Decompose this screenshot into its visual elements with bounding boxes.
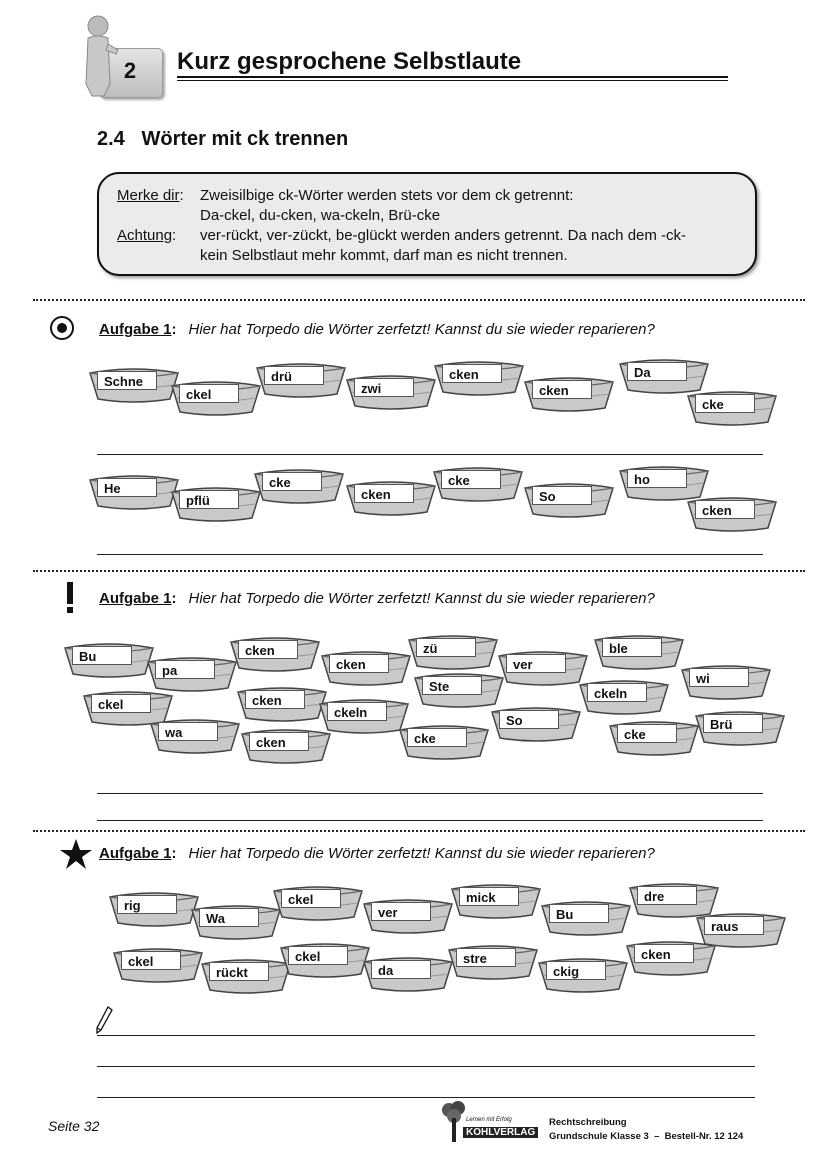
- syllable-basin[interactable]: [432, 464, 520, 502]
- footer-order-info: Grundschule Klasse 3 – Bestell-Nr. 12 124: [549, 1131, 744, 1142]
- syllable-card: zwi: [354, 378, 414, 397]
- syllable-card: cken: [238, 640, 298, 659]
- syllable-card: ho: [627, 469, 687, 488]
- page-number: Seite 32: [48, 1118, 100, 1134]
- syllable-basin[interactable]: [686, 494, 774, 532]
- syllable-basin[interactable]: [625, 938, 713, 976]
- syllable-basin[interactable]: [362, 954, 450, 992]
- syllable-card: So: [499, 710, 559, 729]
- syllable-card: Bu: [549, 904, 609, 923]
- syllable-card: ckel: [281, 889, 341, 908]
- syllable-card: ckeln: [587, 683, 647, 702]
- syllable-card: dre: [637, 886, 697, 905]
- syllable-card: So: [532, 486, 592, 505]
- syllable-basin[interactable]: [413, 670, 501, 708]
- section-divider: [33, 830, 805, 832]
- syllable-card: ckel: [179, 384, 239, 403]
- syllable-card: cken: [532, 380, 592, 399]
- syllable-card: wi: [689, 668, 749, 687]
- section-divider: [33, 570, 805, 572]
- syllable-card: Wa: [199, 908, 259, 927]
- task-3-heading: Aufgabe 1: Hier hat Torpedo die Wörter zerfetzt! Kannst du sie wieder reparieren?: [99, 845, 655, 862]
- syllable-card: cken: [442, 364, 502, 383]
- syllable-basin[interactable]: [272, 883, 360, 921]
- syllable-basin[interactable]: [497, 648, 585, 686]
- merke-text-1b: Da-ckel, du-cken, wa-ckeln, Brü-cke: [200, 207, 441, 224]
- publisher-logo: KOHLVERLAG: [463, 1127, 538, 1138]
- syllable-card: Brü: [703, 714, 763, 733]
- syllable-card: ckel: [91, 694, 151, 713]
- syllable-basin[interactable]: [694, 708, 782, 746]
- syllable-card: cken: [634, 944, 694, 963]
- answer-line[interactable]: [97, 793, 763, 794]
- syllable-basin[interactable]: [320, 648, 408, 686]
- syllable-basin[interactable]: [407, 632, 495, 670]
- syllable-basin[interactable]: [433, 358, 521, 396]
- syllable-basin[interactable]: [240, 726, 328, 764]
- syllable-card: zü: [416, 638, 476, 657]
- syllable-card: da: [371, 960, 431, 979]
- syllable-card: cke: [617, 724, 677, 743]
- merke-label: Merke dir:: [117, 187, 184, 204]
- target-icon: [49, 315, 75, 341]
- syllable-card: rig: [117, 895, 177, 914]
- syllable-basin[interactable]: [229, 634, 317, 672]
- syllable-card: cke: [441, 470, 501, 489]
- answer-line[interactable]: [97, 454, 763, 455]
- syllable-basin[interactable]: [279, 940, 367, 978]
- syllable-card: mick: [459, 887, 519, 906]
- syllable-basin[interactable]: [608, 718, 696, 756]
- merke-text-1: Zweisilbige ck-Wörter werden stets vor dem ck getrennt:: [200, 187, 574, 204]
- syllable-basin[interactable]: [170, 484, 258, 522]
- syllable-card: cken: [245, 690, 305, 709]
- syllable-basin[interactable]: [190, 902, 278, 940]
- answer-line[interactable]: [97, 1097, 755, 1098]
- syllable-basin[interactable]: [345, 478, 433, 516]
- title-rule: [177, 76, 728, 78]
- syllable-basin[interactable]: [200, 956, 288, 994]
- syllable-basin[interactable]: [593, 632, 681, 670]
- syllable-card: ble: [602, 638, 662, 657]
- syllable-basin[interactable]: [108, 889, 196, 927]
- syllable-basin[interactable]: [255, 360, 343, 398]
- syllable-card: He: [97, 478, 157, 497]
- syllable-basin[interactable]: [680, 662, 768, 700]
- syllable-card: cke: [407, 728, 467, 747]
- pencil-icon: [95, 1006, 113, 1034]
- section-title: 2.4 Wörter mit ck trennen: [97, 128, 349, 150]
- syllable-basin[interactable]: [88, 472, 176, 510]
- achtung-label: Achtung:: [117, 227, 177, 244]
- syllable-card: Schne: [97, 371, 157, 390]
- achtung-text-1: ver-rückt, ver-zückt, be-glückt werden anders getrennt. Da nach dem -ck-: [200, 227, 687, 244]
- syllable-card: cke: [695, 394, 755, 413]
- syllable-card: Ste: [422, 676, 482, 695]
- syllable-card: cken: [249, 732, 309, 751]
- syllable-card: ckig: [546, 961, 606, 980]
- syllable-basin[interactable]: [146, 654, 234, 692]
- syllable-card: wa: [158, 722, 218, 741]
- syllable-card: stre: [456, 948, 516, 967]
- syllable-basin[interactable]: [450, 881, 538, 919]
- syllable-card: rückt: [209, 962, 269, 981]
- syllable-card: cken: [329, 654, 389, 673]
- syllable-card: Da: [627, 362, 687, 381]
- syllable-basin[interactable]: [362, 896, 450, 934]
- syllable-basin[interactable]: [345, 372, 433, 410]
- chapter-number: 2: [123, 58, 137, 83]
- achtung-text-1b: kein Selbstlaut mehr kommt, darf man es nicht trennen.: [200, 247, 568, 264]
- syllable-card: ver: [371, 902, 431, 921]
- syllable-basin[interactable]: [540, 898, 628, 936]
- chapter-title: Kurz gesprochene Selbstlaute: [177, 48, 522, 75]
- syllable-basin[interactable]: [63, 640, 151, 678]
- task-1-heading: Aufgabe 1: Hier hat Torpedo die Wörter zerfetzt! Kannst du sie wieder reparieren?: [99, 321, 655, 338]
- syllable-card: raus: [704, 916, 764, 935]
- syllable-basin[interactable]: [88, 365, 176, 403]
- task-2-heading: Aufgabe 1: Hier hat Torpedo die Wörter zerfetzt! Kannst du sie wieder reparieren?: [99, 590, 655, 607]
- exclamation-icon: [62, 580, 78, 614]
- syllable-card: ckeln: [327, 702, 387, 721]
- answer-line[interactable]: [97, 554, 763, 555]
- syllable-card: cken: [354, 484, 414, 503]
- syllable-basin[interactable]: [149, 716, 237, 754]
- syllable-basin[interactable]: [686, 388, 774, 426]
- answer-line[interactable]: [97, 1066, 755, 1067]
- syllable-card: ckel: [121, 951, 181, 970]
- section-divider: [33, 299, 805, 301]
- syllable-basin[interactable]: [578, 677, 666, 715]
- syllable-card: drü: [264, 366, 324, 385]
- syllable-basin[interactable]: [236, 684, 324, 722]
- syllable-basin[interactable]: [398, 722, 486, 760]
- syllable-basin[interactable]: [537, 955, 625, 993]
- figure-icon: [80, 14, 120, 98]
- title-rule-thin: [177, 80, 728, 81]
- syllable-card: pflü: [179, 490, 239, 509]
- syllable-basin[interactable]: [170, 378, 258, 416]
- footer-subject: Rechtschreibung: [549, 1117, 627, 1128]
- syllable-basin[interactable]: [447, 942, 535, 980]
- syllable-basin[interactable]: [112, 945, 200, 983]
- syllable-card: Bu: [72, 646, 132, 665]
- logo-slogan: Lernen mit Erfolg: [466, 1117, 512, 1123]
- syllable-card: ver: [506, 654, 566, 673]
- syllable-basin[interactable]: [523, 480, 611, 518]
- syllable-card: ckel: [288, 946, 348, 965]
- syllable-card: cken: [695, 500, 755, 519]
- syllable-basin[interactable]: [523, 374, 611, 412]
- syllable-basin[interactable]: [490, 704, 578, 742]
- syllable-card: cke: [262, 472, 322, 491]
- syllable-basin[interactable]: [253, 466, 341, 504]
- answer-line[interactable]: [97, 820, 763, 821]
- answer-line[interactable]: [97, 1035, 755, 1036]
- star-icon: [59, 838, 93, 870]
- syllable-card: pa: [155, 660, 215, 679]
